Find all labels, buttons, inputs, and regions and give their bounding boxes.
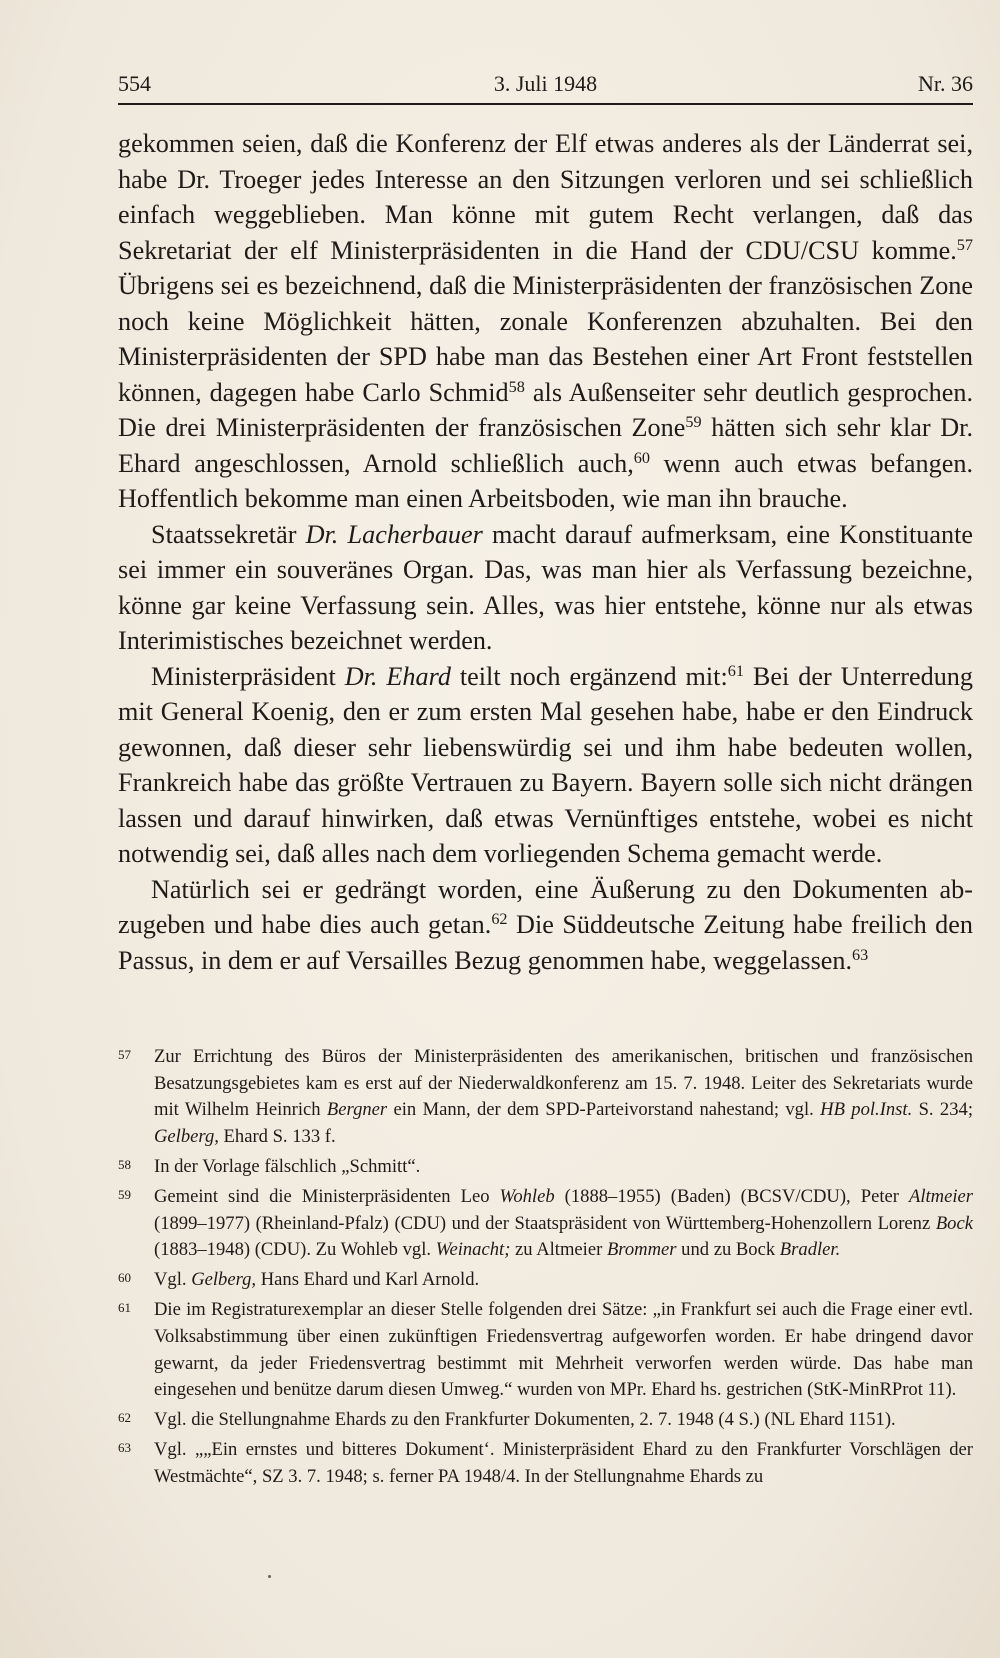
- text-run: Zur Errichtung des Büros der Ministerpräsidenten des amerikanischen, britischen und französischen Besatzungsgebietes kam es erst auf der Niederwaldkonferenz am 15. 7. 1948. Leiter des Sekretariats wurde mit Wilhelm Heinrich: [154, 1046, 973, 1121]
- text-run: Übrigens sei es bezeichnend, daß die Ministerpräsidenten der französischen Zone noch keine Möglichkeit hätten, zonale Konferenzen abzuhalten. Bei den Ministerpräsidenten der SPD habe man das Bestehen einer Art Front feststellen können, dagegen habe Carlo Schmid: [118, 271, 973, 407]
- cited-author: Weinacht;: [435, 1239, 511, 1261]
- header-rule: [118, 103, 973, 105]
- footnote-ref-59[interactable]: 59: [685, 413, 702, 432]
- page-speck: [268, 1575, 271, 1578]
- text-run: ein Mann, der dem SPD-Parteivorstand nahestand; vgl.: [387, 1099, 821, 1121]
- text-run: Vgl. „„Ein ernstes und bitteres Dokument‘. Ministerpräsident Ehard zu den Frankfurter Vorschlägen der Westmächte“, SZ 3. 7. 1948; s. ferner PA 1948/4. In der Stellungnahme Ehards zu: [154, 1439, 973, 1487]
- text-run: wenn auch etwas befangen. Hoffentlich bekomme man einen Arbeitsboden, wie man ihn brauche.: [118, 448, 973, 513]
- cited-name: Bergner: [326, 1099, 388, 1121]
- header-date: 3. Juli 1948: [493, 71, 598, 96]
- footnote-ref-57[interactable]: 57: [956, 235, 973, 254]
- running-header: [118, 64, 973, 104]
- text-run: Ministerpräsident: [151, 661, 345, 691]
- cited-name: Altmeier: [908, 1185, 973, 1207]
- cited-author: Gelberg,: [191, 1269, 257, 1291]
- footnote-63: [118, 1437, 973, 1490]
- footnote-number: 57: [118, 1047, 131, 1062]
- cited-name: Wohleb: [499, 1185, 555, 1207]
- text-run: Bei der Unterredung mit General Koenig, den er zum ersten Mal gesehen habe, habe er den Eindruck gewonnen, daß dieser sehr liebenswürdig sei und ihm habe bedeuten wollen, Frankreich habe das größte Vertrauen zu Bayern. Bayern solle sich nicht drängen lassen und darauf hinwirken, daß etwas Vernünftiges entstehe, wobei es nicht notwendig sei, daß alles nach dem vorliegenden Schema gemacht werde.: [118, 661, 973, 868]
- footnote-number: 63: [118, 1440, 131, 1456]
- footnote-60: [118, 1267, 973, 1294]
- header-issue-number: Nr. 36: [918, 71, 973, 96]
- footnote-58: [118, 1154, 973, 1181]
- text-run: und zu Bock: [676, 1239, 780, 1261]
- footnote-61: [118, 1297, 973, 1403]
- cited-name: Bock: [935, 1212, 973, 1234]
- text-run: Gemeint sind die Ministerpräsidenten Leo: [154, 1185, 500, 1207]
- page-number: 554: [118, 71, 151, 96]
- text-run: Staatssekretär: [151, 519, 306, 549]
- text-run: zu Altmeier: [510, 1239, 607, 1261]
- footnote-59: [118, 1184, 973, 1264]
- main-text: [118, 126, 973, 978]
- footnote-57: [118, 1044, 973, 1150]
- text-run: macht darauf aufmerksam, eine Konstituante sei immer ein souveränes Organ. Das, was man hier als Verfassung bezeichne, könne gar keine Verfassung sein. Alles, was hier entstehe, könne nur als etwas Interimistisches bezeichnet werden.: [118, 519, 974, 655]
- paragraph-4: [118, 872, 973, 979]
- footnote-ref-58[interactable]: 58: [508, 377, 525, 396]
- paragraph-2: [118, 517, 973, 659]
- text-run: (1883–1948) (CDU). Zu Wohleb vgl.: [154, 1239, 436, 1261]
- paragraph-1: [118, 126, 973, 517]
- footnote-ref-60[interactable]: 60: [633, 448, 650, 467]
- footnotes: [118, 1044, 973, 1494]
- speaker-name: Dr. Ehard: [344, 661, 451, 691]
- paragraph-3: [118, 659, 973, 872]
- footnote-number: 62: [118, 1410, 131, 1426]
- footnote-number: 58: [118, 1156, 131, 1172]
- speaker-name: Dr. Lacherbauer: [305, 519, 483, 549]
- text-run: Die Süddeutsche Zeitung habe freilich den Passus, in dem er auf Versailles Bezug genommen habe, weggelassen.: [118, 910, 973, 975]
- text-run: Hans Ehard und Karl Arnold.: [256, 1269, 480, 1291]
- cited-author: Gelberg,: [154, 1125, 219, 1147]
- text-run: teilt noch ergänzend mit:: [450, 661, 728, 691]
- footnote-ref-62[interactable]: 62: [491, 910, 508, 929]
- cited-work: HB pol.Inst.: [820, 1099, 913, 1121]
- footnote-number: 60: [118, 1270, 131, 1286]
- text-run: In der Vorlage fälschlich „Schmitt“.: [154, 1155, 421, 1177]
- footnote-ref-61[interactable]: 61: [727, 661, 744, 680]
- footnote-number: 61: [118, 1300, 131, 1316]
- text-run: (1888–1955) (Baden) (BCSV/CDU), Peter: [554, 1185, 909, 1207]
- text-run: Vgl.: [154, 1269, 192, 1291]
- footnote-62: [118, 1407, 973, 1434]
- text-run: gekommen seien, daß die Konferenz der Elf etwas anderes als der Länderrat sei, habe Dr. Troeger jedes Interesse an den Sitzungen verloren und sei schließlich einfach weggeblieben. Man könne mit gutem Recht verlangen, daß das Sekretariat der elf Ministerpräsidenten in die Hand der CDU/CSU komme.: [118, 129, 973, 265]
- text-run: Ehard S. 133 f.: [218, 1125, 336, 1147]
- footnote-number: 59: [118, 1186, 131, 1202]
- cited-author: Brommer: [606, 1239, 677, 1261]
- text-run: hätten sich sehr klar Dr. Ehard angeschlossen, Arnold schließlich auch,: [118, 413, 974, 478]
- footnote-ref-63[interactable]: 63: [852, 945, 869, 964]
- text-run: S. 234;: [912, 1099, 973, 1121]
- text-run: Vgl. die Stellungnahme Ehards zu den Frankfurter Dokumenten, 2. 7. 1948 (4 S.) (NL Ehard 1151).: [154, 1409, 896, 1431]
- text-run: (1899–1977) (Rheinland-Pfalz) (CDU) und der Staatspräsident von Württemberg-Hohenzollern Lorenz: [154, 1212, 936, 1234]
- cited-author: Bradler.: [779, 1239, 841, 1261]
- text-run: Die im Registraturexemplar an dieser Stelle folgenden drei Sätze: „in Frankfurt sei auch die Frage einer evtl. Volksabstimmung über einen zukünftigen Friedensvertrag aufgeworfen worden. Er habe dringend davor gewarnt, da jeder Friedensvertrag bestimmt mit Mehrheit verworfen werden würde. Das habe man eingesehen und benütze darum diesen Umweg.“ wurden von MPr. Ehard hs. gestrichen (StK-MinRProt 11).: [154, 1299, 973, 1401]
- text-run: Natürlich sei er gedrängt worden, eine Äußerung zu den Dokumenten abzugeben und habe dies auch getan.: [118, 874, 973, 939]
- text-run: als Außenseiter sehr deutlich gesprochen. Die drei Ministerpräsidenten der französischen Zone: [118, 377, 973, 442]
